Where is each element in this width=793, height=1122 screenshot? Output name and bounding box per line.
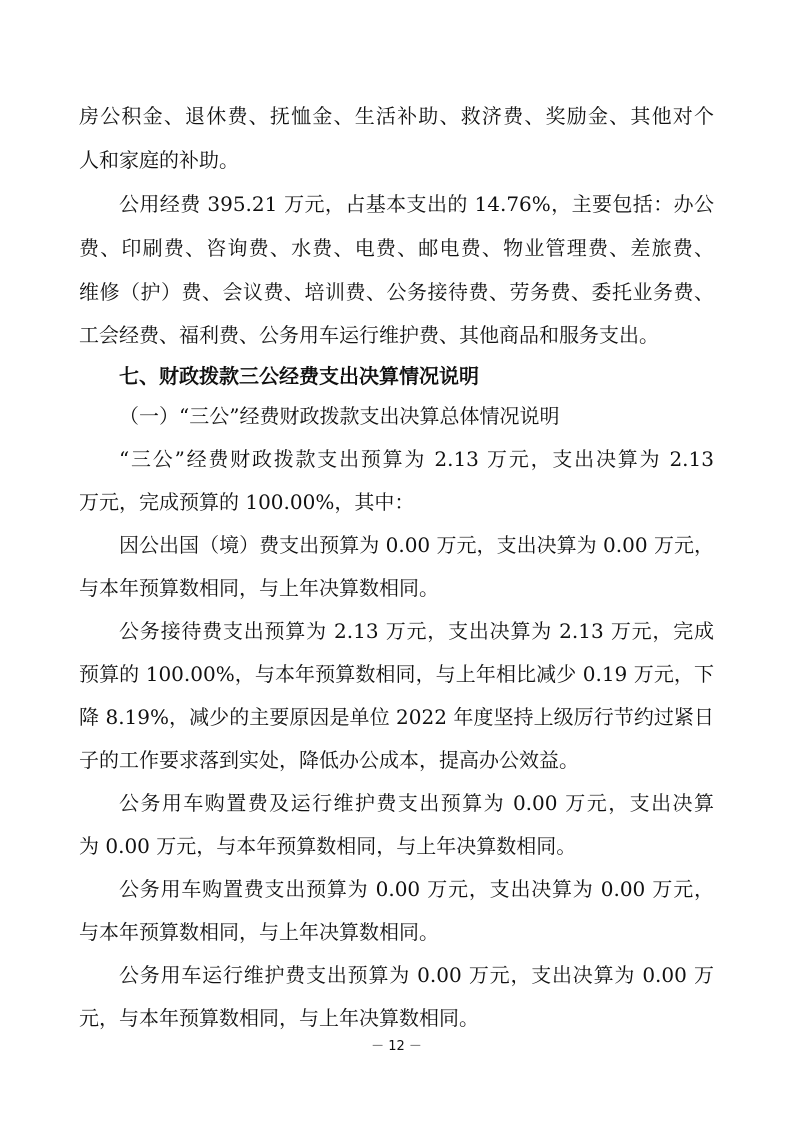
paragraph-1-line-2: 人和家庭的补助。 <box>79 148 239 172</box>
paragraph-2-line-1: 公用经费 395.21 万元，占基本支出的 14.76%，主要包括：办公 <box>119 192 714 216</box>
paragraph-2-line-4: 工会经费、福利费、公务用车运行维护费、其他商品和服务支出。 <box>79 323 659 347</box>
paragraph-7-line-2: 与本年预算数相同，与上年决算数相同。 <box>79 920 439 944</box>
paragraph-5-line-4: 子的工作要求落到实处，降低办公成本，提高办公效益。 <box>79 748 579 772</box>
paragraph-8-line-2: 元，与本年预算数相同，与上年决算数相同。 <box>79 1006 479 1030</box>
paragraph-1-line-1: 房公积金、退休费、抚恤金、生活补助、救济费、奖励金、其他对个 <box>79 104 714 128</box>
paragraph-8-line-1: 公务用车运行维护费支出预算为 0.00 万元，支出决算为 0.00 万 <box>119 963 714 987</box>
paragraph-5-line-1: 公务接待费支出预算为 2.13 万元，支出决算为 2.13 万元，完成 <box>119 619 714 643</box>
paragraph-2-line-3: 维修（护）费、会议费、培训费、公务接待费、劳务费、委托业务费、 <box>79 280 714 304</box>
section-heading: 七、财政拨款三公经费支出决算情况说明 <box>119 364 479 388</box>
paragraph-5-line-2: 预算的 100.00%，与本年预算数相同，与上年相比减少 0.19 万元，下 <box>79 662 714 686</box>
subsection-heading: （一）“三公”经费财政拨款支出决算总体情况说明 <box>119 404 560 428</box>
paragraph-2-line-2: 费、印刷费、咨询费、水费、电费、邮电费、物业管理费、差旅费、 <box>79 236 714 260</box>
paragraph-5-line-3: 降 8.19%，减少的主要原因是单位 2022 年度坚持上级厉行节约过紧日 <box>79 705 714 729</box>
paragraph-4-line-2: 与本年预算数相同，与上年决算数相同。 <box>79 576 439 600</box>
paragraph-6-line-2: 为 0.00 万元，与本年预算数相同，与上年决算数相同。 <box>79 834 577 858</box>
paragraph-3-line-1: “三公”经费财政拨款支出预算为 2.13 万元，支出决算为 2.13 <box>119 447 714 471</box>
paragraph-6-line-1: 公务用车购置费及运行维护费支出预算为 0.00 万元，支出决算 <box>119 791 714 815</box>
paragraph-3-line-2: 万元，完成预算的 100.00%，其中： <box>79 490 415 514</box>
paragraph-7-line-1: 公务用车购置费支出预算为 0.00 万元，支出决算为 0.00 万元， <box>119 877 714 901</box>
paragraph-4-line-1: 因公出国（境）费支出预算为 0.00 万元，支出决算为 0.00 万元， <box>119 533 714 557</box>
page-number: － 12 － <box>371 1039 422 1054</box>
